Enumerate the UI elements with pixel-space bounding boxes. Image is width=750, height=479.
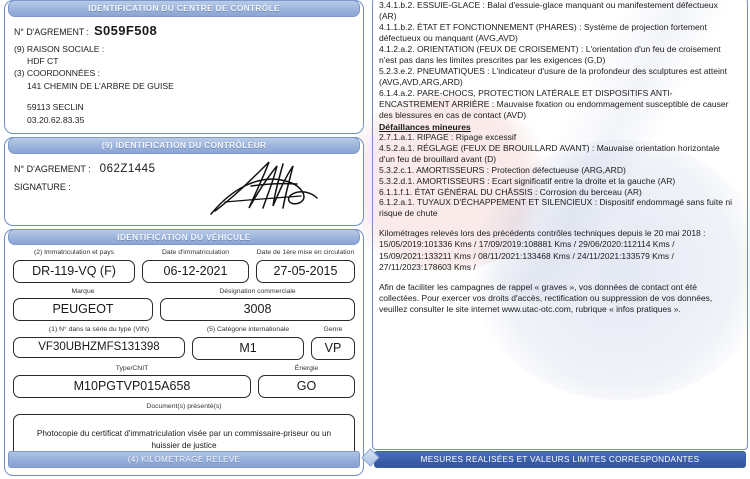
documents-label: Document(s) présenté(s) [146,403,222,411]
address-spacer [14,92,354,101]
defect-item: 5.3.2.c.1. AMORTISSEURS : Protection défectueuse (ARG,ARD) [379,164,626,175]
type-values-row [13,375,355,398]
registration-values-row [13,260,355,283]
signature-label: SIGNATURE : [14,181,71,192]
defect-item: 6.1.2.a.1. TUYAUX D'ÉCHAPPEMENT ET SILENCIEUX : Dispositif endommagé sans fuite ni risque de chute [379,197,732,219]
gdpr-notice-line: collectées. Pour exercer vos droits d'accès, rectification ou suppression de vos données, [379,292,713,303]
vin-values-row [13,337,355,360]
energy-label: Énergie [294,364,319,372]
registration-label: (2) Immatriculation et pays [33,249,115,257]
company-value: HDF CT [27,55,59,66]
defect-item: 2.7.1.a.1. RIPAGE : Ripage excessif [379,131,517,142]
control-center-panel [4,0,364,134]
mileage-band-title: (4) KILOMÉTRAGE RELEVÉ [8,451,360,469]
controller-agreement-value: 062Z1445 [99,162,156,175]
gdpr-notice-line: veuillez consulter le site internet www.utac-otc.com, rubrique « infos pratiques ». [379,304,681,315]
vehicle-band-title: IDENTIFICATION DU VÉHICULE [8,229,360,246]
first-circulation-value: 27-05-2015 [256,260,355,283]
make-values-row [13,298,355,321]
measures-section-header [374,451,746,469]
center-agreement-value: S059F508 [93,22,158,38]
right-column-defects [372,0,748,450]
defect-item: 6.1.4.a.2. PARE-CHOCS, PROTECTION LATÉRALE ET DISPOSITIFS ANTI-ENCASTREMENT ARRIÈRE : Mauvaise fixation ou endommagement susceptible de causer des blessures en cas de contact (AVD) [379,87,729,120]
controller-band-title: (9) IDENTIFICATION DU CONTRÔLEUR [8,137,360,154]
energy-value: GO [258,375,355,398]
registration-date-label: Date d'immatriculation [161,249,230,257]
defect-item: 4.1.2.a.2. ORIENTATION (FEUX DE CROISEMENT) : L'orientation d'un feu de croisement n'est pas dans les limites prescrites par les exigences (G,D) [379,43,721,65]
controller-panel [4,137,364,226]
type-cnit-value: M10PGTVP015A658 [13,375,251,398]
make-value: PEUGEOT [13,298,153,321]
mileage-section-header [8,451,360,469]
address-label: (3) COORDONNÉES : [14,68,100,79]
handwritten-signature [205,156,335,218]
defect-item: 5.3.2.d.1. AMORTISSEURS : Ecart significatif entre la droite et la gauche (AR) [379,175,676,186]
mileage-history-line: 15/05/2019:101336 Kms / 17/09/2019:108881 Kms / 29/06/2020:112114 Kms / [379,239,675,250]
category-label: (5) Catégorie internationale [206,326,290,334]
vin-label: (1) N° dans la série du type (VIN) [48,326,150,334]
address-city: 59113 SECLIN [27,102,84,113]
vehicle-panel [4,229,364,477]
mileage-history-line: 27/11/2023:178603 Kms / [379,261,476,272]
defect-item: 6.1.1.f.1. ÉTAT GÉNÉRAL DU CHÂSSIS : Corrosion du berceau (AR) [379,186,642,197]
address-street: 141 CHEMIN DE L'ARBRE DE GUISE [27,80,174,91]
defect-item: 5.2.3.e.2. PNEUMATIQUES : L'indicateur d'usure de la profondeur des sculptures est atteint (AVG,AVD,ARG,ARD) [379,65,728,87]
genre-value: VP [311,337,355,360]
vin-value: VF30UBHZMFS131398 [13,337,185,358]
make-labels-row [13,288,355,298]
mileage-history-intro: Kilométrages relevés lors des précédents contrôles techniques depuis le 20 mai 2018 : [379,228,706,239]
registration-date-value: 06-12-2021 [142,260,249,283]
measures-band-title: MESURES REALISÉES ET VALEURS LIMITES CORRESPONDANTES [374,451,746,469]
defects-content [373,0,747,315]
defect-item: 3.4.1.b.2. ESSUIE-GLACE : Balai d'essuie-glace manquant ou manifestement défectueux (AR) [379,0,718,21]
registration-labels-row [13,249,355,259]
control-center-band-title: IDENTIFICATION DU CENTRE DE CONTRÔLE [8,0,360,17]
type-labels-row [13,365,355,375]
left-column [4,0,364,479]
category-value: M1 [192,337,304,360]
controller-agreement-label: N° D'AGREMENT : [14,163,91,174]
documents-value: Photocopie du certificat d'immatriculation visée par un commissaire-priseur ou un huissier de justice [13,414,355,469]
genre-label: Genre [323,326,343,334]
first-circulation-label: Date de 1ère mise en circulation [256,249,355,257]
commercial-value: 3008 [160,298,355,321]
center-agreement-row [14,23,354,38]
defect-item: 4.5.2.a.1. RÉGLAGE (FEUX DE BROUILLARD AVANT) : Mauvaise orientation horizontale d'un feu de brouillard avant (D) [379,142,720,164]
center-phone: 03.20.62.83.35 [27,114,85,125]
vin-labels-row [13,326,355,336]
gdpr-notice-line: Afin de faciliter les campagnes de rappel « graves », vos données de contact ont été [379,281,698,292]
type-cnit-label: Type/CNIT [115,364,149,372]
mileage-history-line: 15/09/2021:133211 Kms / 08/11/2021:133468 Kms / 24/11/2021:133579 Kms / [379,250,674,261]
minor-defects-title: Défaillances mineures [379,121,471,132]
commercial-label: Désignation commerciale [219,287,296,295]
registration-value: DR-119-VQ (F) [13,260,135,283]
company-label: (9) RAISON SOCIALE : [14,43,105,54]
defect-item: 4.1.1.b.2. ÉTAT ET FONCTIONNEMENT (PHARES) : Système de projection fortement défectueux ou manquant (AVG,AVD) [379,21,707,43]
center-agreement-label: N° D'AGREMENT : [14,26,89,37]
make-label: Marque [71,287,95,295]
